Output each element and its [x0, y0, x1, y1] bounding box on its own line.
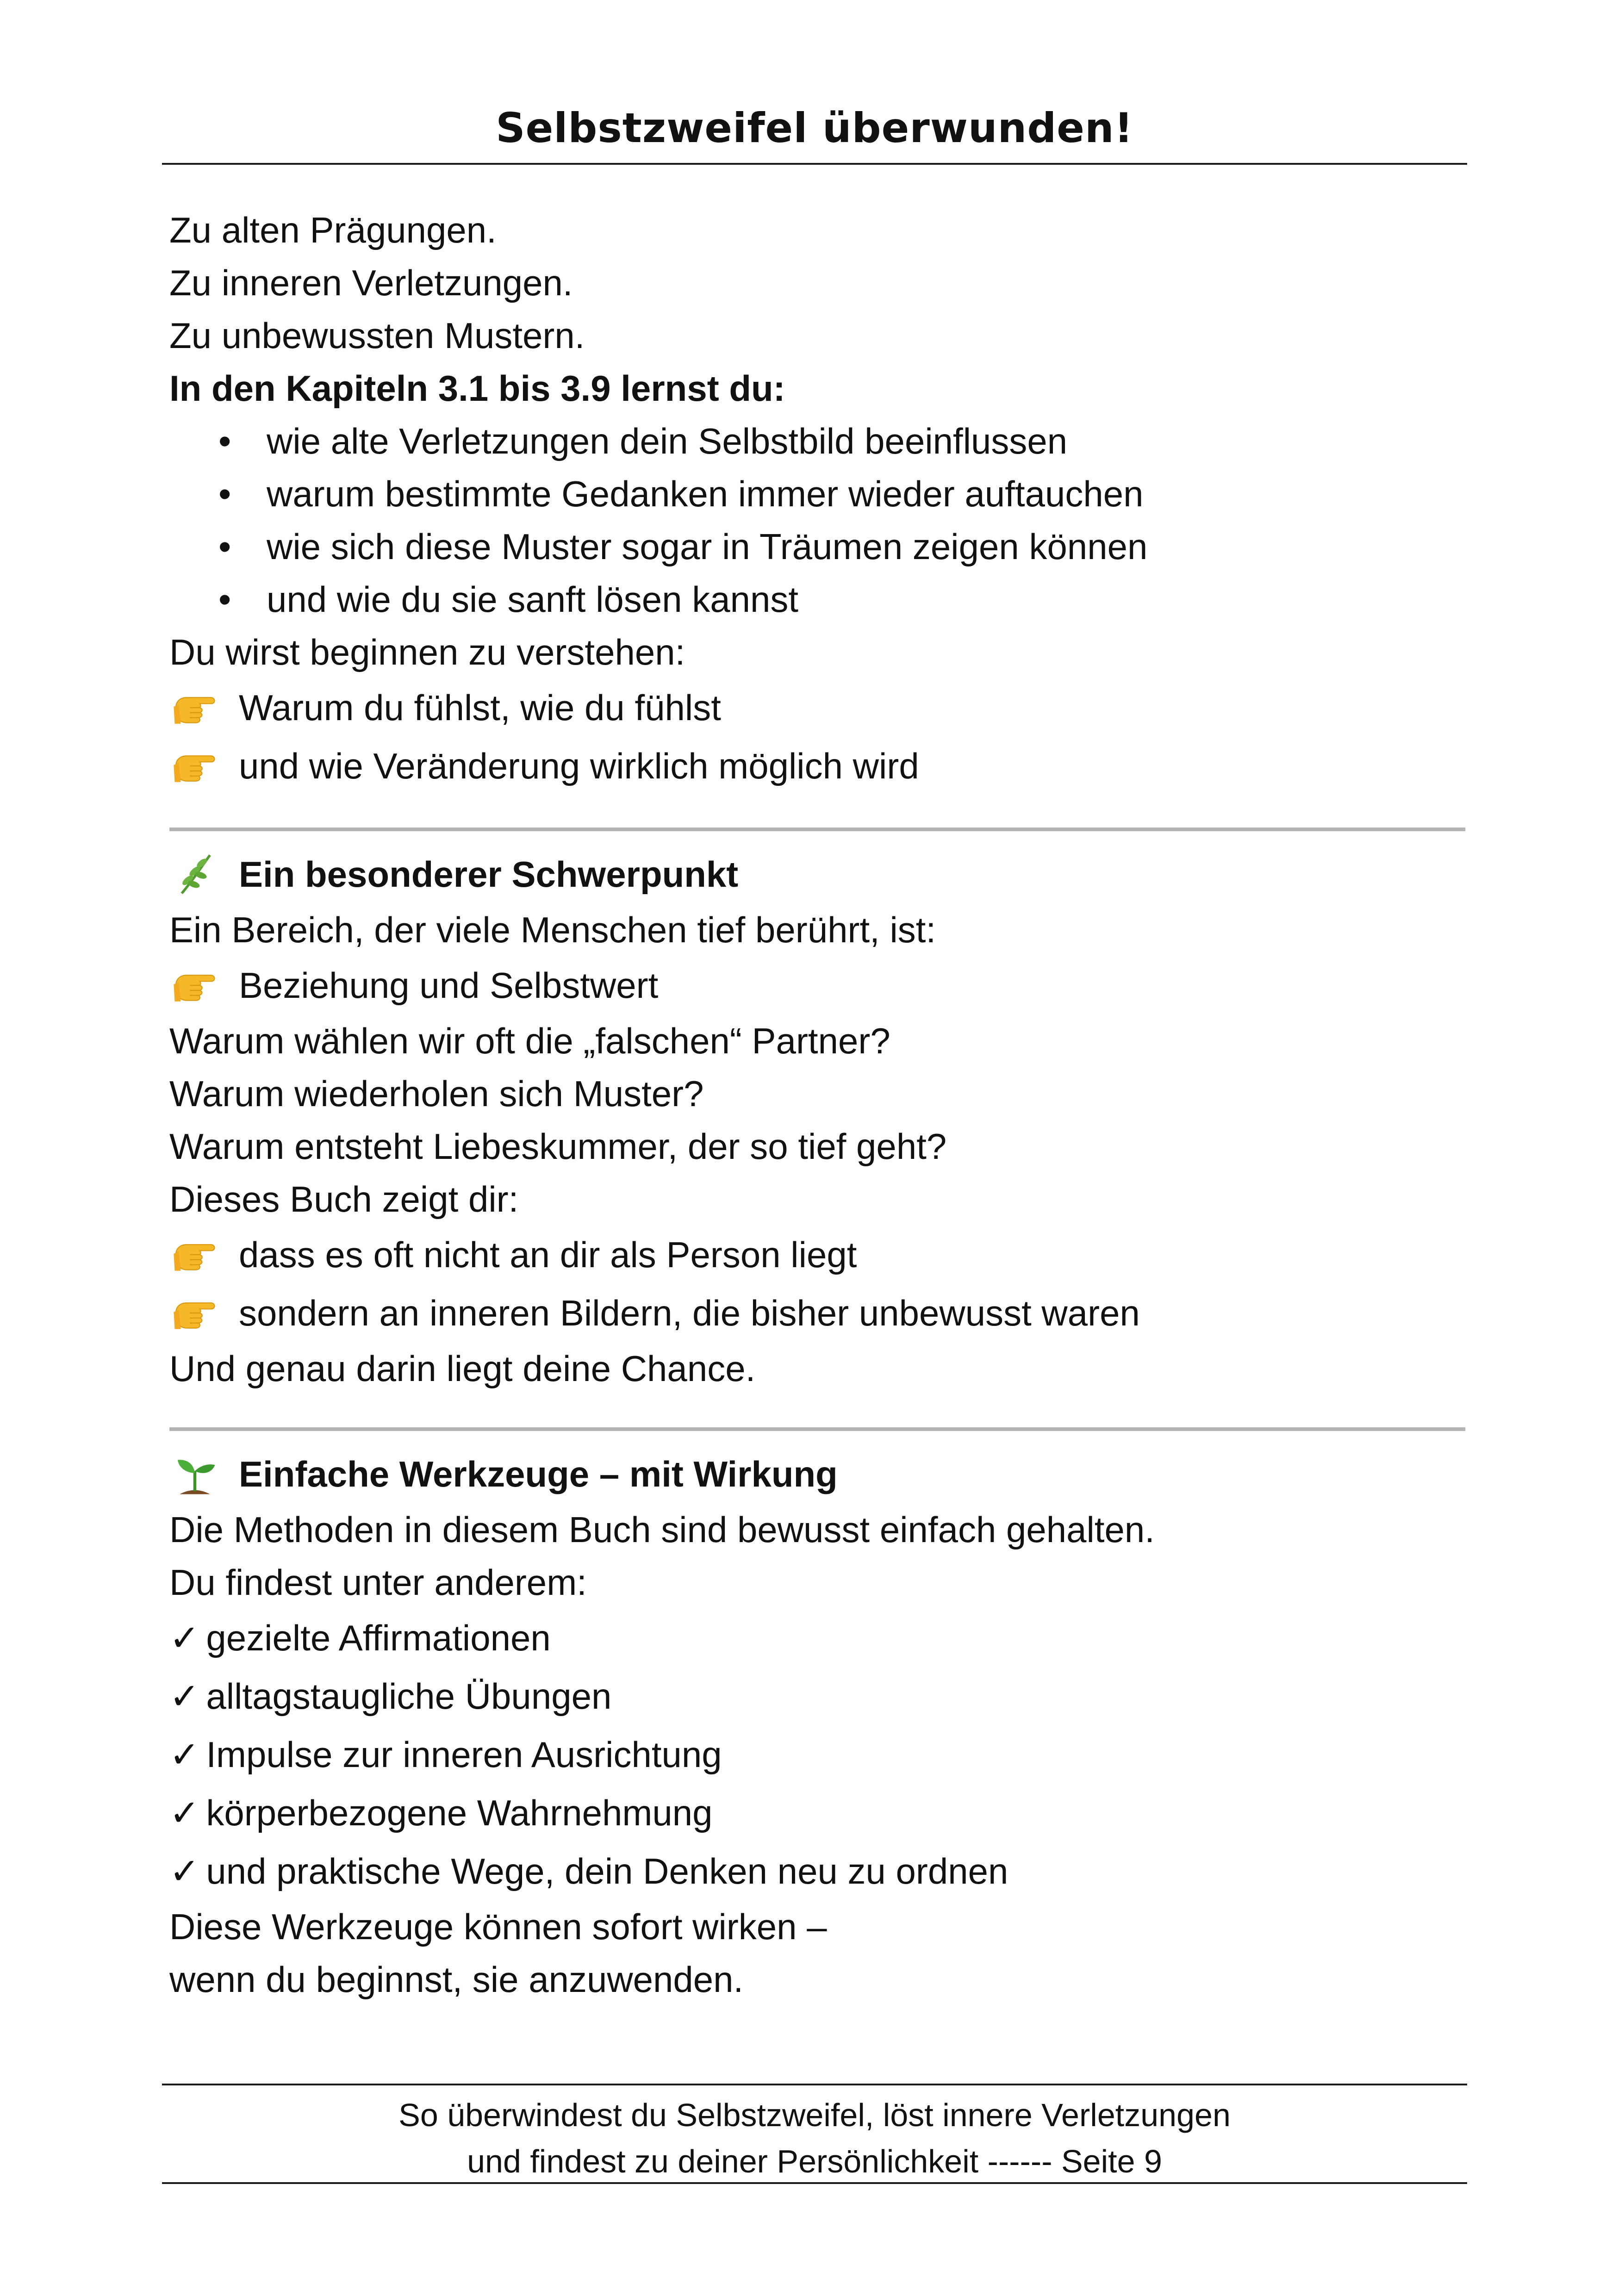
- list-item: [169, 415, 1465, 467]
- pointing-hand-icon: [169, 962, 220, 1008]
- bullet-text: wie sich diese Muster sogar in Träumen zeigen können: [267, 526, 1148, 567]
- section-divider: [169, 1427, 1465, 1431]
- check-text: körperbezogene Wahrnehmung: [206, 1792, 713, 1833]
- list-item: [169, 520, 1465, 573]
- section-heading-text: Ein besonderer Schwerpunkt: [239, 854, 739, 895]
- herb-icon: [169, 851, 220, 897]
- understand-intro: Du wirst beginnen zu verstehen:: [169, 632, 685, 672]
- pointing-hand-icon: [169, 1290, 220, 1336]
- list-item: [169, 1284, 1465, 1342]
- tools-intro: Die Methoden in diesem Buch sind bewusst einfach gehalten.: [169, 1509, 1155, 1550]
- section-heading: [169, 845, 1465, 903]
- footer-line: So überwindest du Selbstzweifel, löst innere Verletzungen: [398, 2097, 1231, 2133]
- bullet-text: wie alte Verletzungen dein Selbstbild beeinflussen: [267, 421, 1068, 461]
- closing-line: Diese Werkzeuge können sofort wirken –: [169, 1906, 827, 1947]
- pointing-hand-icon: [169, 684, 220, 731]
- list-item: [169, 956, 1465, 1014]
- list-item: [169, 737, 1465, 795]
- bullet-text: und wie du sie sanft lösen kannst: [267, 579, 799, 620]
- intro-line: Zu inneren Verletzungen.: [169, 262, 573, 303]
- footer-line: und findest zu deiner Persönlichkeit ------ Seite 9: [467, 2143, 1162, 2179]
- checkmark-icon: ✓: [169, 1792, 200, 1833]
- bullet-glyph: •: [218, 473, 231, 514]
- section-heading-text: Einfache Werkzeuge – mit Wirkung: [239, 1454, 838, 1494]
- book-shows-line: Dieses Buch zeigt dir:: [169, 1179, 519, 1220]
- bullet-glyph: •: [218, 421, 231, 461]
- bullet-glyph: •: [218, 526, 231, 567]
- section-heading: [169, 1445, 1465, 1503]
- section-divider: [169, 828, 1465, 831]
- footer-rule-bottom: [162, 2182, 1467, 2184]
- list-item: [169, 1784, 1465, 1842]
- question-line: Warum entsteht Liebeskummer, der so tief geht?: [169, 1126, 947, 1167]
- checkmark-icon: ✓: [169, 1734, 200, 1775]
- footer-rule-top: [162, 2084, 1467, 2085]
- bullet-text: warum bestimmte Gedanken immer wieder auftauchen: [267, 473, 1144, 514]
- checkmark-icon: ✓: [169, 1851, 200, 1892]
- intro-line: Zu alten Prägungen.: [169, 210, 497, 250]
- list-item: [169, 678, 1465, 737]
- title-part-2: überwunden!: [822, 104, 1133, 152]
- header-rule: [162, 163, 1467, 165]
- focus-intro: Ein Bereich, der viele Menschen tief berührt, ist:: [169, 909, 936, 950]
- intro-line: Zu unbewussten Mustern.: [169, 315, 585, 356]
- check-text: gezielte Affirmationen: [206, 1618, 551, 1658]
- closing-line: Und genau darin liegt deine Chance.: [169, 1348, 756, 1389]
- pointer-text: Beziehung und Selbstwert: [239, 965, 659, 1006]
- page-footer: [162, 2092, 1467, 2184]
- list-item: [169, 1667, 1465, 1725]
- list-item: [169, 573, 1465, 626]
- list-item: [169, 1842, 1465, 1900]
- list-item: [169, 1226, 1465, 1284]
- page-title: [162, 104, 1467, 152]
- closing-line: wenn du beginnst, sie anzuwenden.: [169, 1959, 744, 2000]
- checkmark-icon: ✓: [169, 1676, 200, 1717]
- pointing-hand-icon: [169, 1232, 220, 1278]
- pointer-text: und wie Veränderung wirklich möglich wird: [239, 746, 919, 786]
- bullet-glyph: •: [218, 579, 231, 620]
- pointer-text: dass es oft nicht an dir als Person liegt: [239, 1234, 857, 1275]
- check-text: Impulse zur inneren Ausrichtung: [206, 1734, 722, 1775]
- check-text: und praktische Wege, dein Denken neu zu ordnen: [206, 1851, 1008, 1892]
- chapters-bullet-list: [169, 415, 1465, 626]
- checkmark-icon: ✓: [169, 1618, 200, 1658]
- main-content: [169, 204, 1465, 2006]
- check-text: alltagstaugliche Übungen: [206, 1676, 612, 1717]
- pointer-text: sondern an inneren Bildern, die bisher unbewusst waren: [239, 1293, 1140, 1333]
- question-line: Warum wählen wir oft die „falschen“ Partner?: [169, 1020, 890, 1061]
- question-line: Warum wiederholen sich Muster?: [169, 1073, 704, 1114]
- title-part-1: Selbstzweifel: [496, 104, 822, 152]
- pointing-hand-icon: [169, 743, 220, 789]
- tools-intro: Du findest unter anderem:: [169, 1562, 587, 1603]
- seedling-icon: [169, 1451, 220, 1497]
- list-item: [169, 467, 1465, 520]
- chapters-heading: In den Kapiteln 3.1 bis 3.9 lernst du:: [169, 368, 785, 409]
- pointer-text: Warum du fühlst, wie du fühlst: [239, 687, 721, 728]
- list-item: [169, 1609, 1465, 1667]
- list-item: [169, 1725, 1465, 1784]
